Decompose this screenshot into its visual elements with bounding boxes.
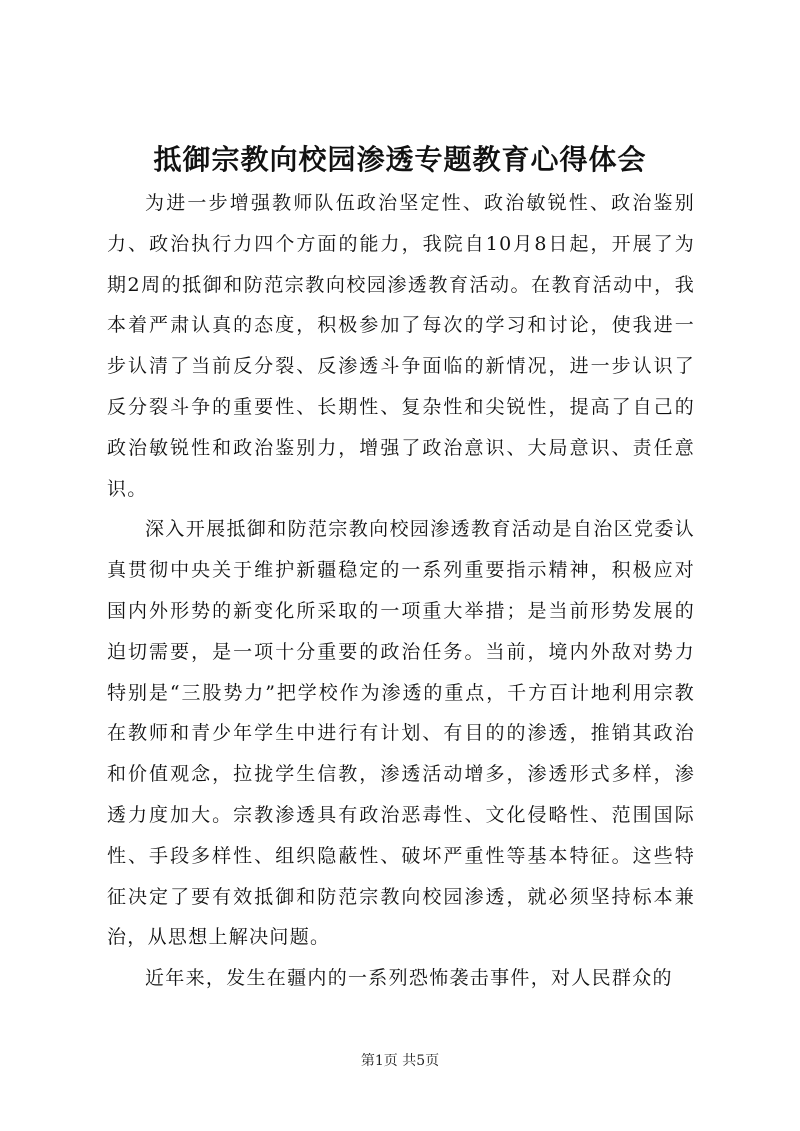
document-title: 抵御宗教向校园渗透专题教育心得体会 bbox=[153, 143, 647, 176]
paragraph-1: 为进一步增强教师队伍政治坚定性、政治敏锐性、政治鉴别力、政治执行力四个方面的能力，我院自10月8日起，开展了为期2周的抵御和防范宗教向校园渗透教育活动。在教育活动中，我本着严肃认真的态度，积极参加了每次的学习和讨论，使我进一步认清了当前反分裂、反渗透斗争面临的新情况，进一步认识了反分裂斗争的重要性、长期性、复杂性和尖锐性，提高了自己的政治敏锐性和政治鉴别力，增强了政治意识、大局意识、责任意识。 bbox=[107, 192, 695, 500]
paragraph-3: 近年来，发生在疆内的一系列恐怖袭击事件，对人民群众的 bbox=[145, 967, 673, 990]
document-body bbox=[107, 183, 695, 999]
paragraph-2: 深入开展抵御和防范宗教向校园渗透教育活动是自治区党委认真贯彻中央关于维护新疆稳定的一系列重要指示精神，积极应对国内外形势的新变化所采取的一项重大举措；是当前形势发展的迫切需要，是一项十分重要的政治任务。当前，境内外敌对势力特别是“三股势力”把学校作为渗透的重点，千方百计地利用宗教在教师和青少年学生中进行有计划、有目的的渗透，推销其政治和价值观念，拉拢学生信教，渗透活动增多，渗透形式多样，渗透力度加大。宗教渗透具有政治恶毒性、文化侵略性、范围国际性、手段多样性、组织隐蔽性、破坏严重性等基本特征。这些特征决定了要有效抵御和防范宗教向校园渗透，就必须坚持标本兼治，从思想上解决问题。 bbox=[107, 518, 695, 949]
page-footer bbox=[0, 1051, 800, 1071]
page-number: 第1页 共5页 bbox=[360, 1053, 440, 1069]
